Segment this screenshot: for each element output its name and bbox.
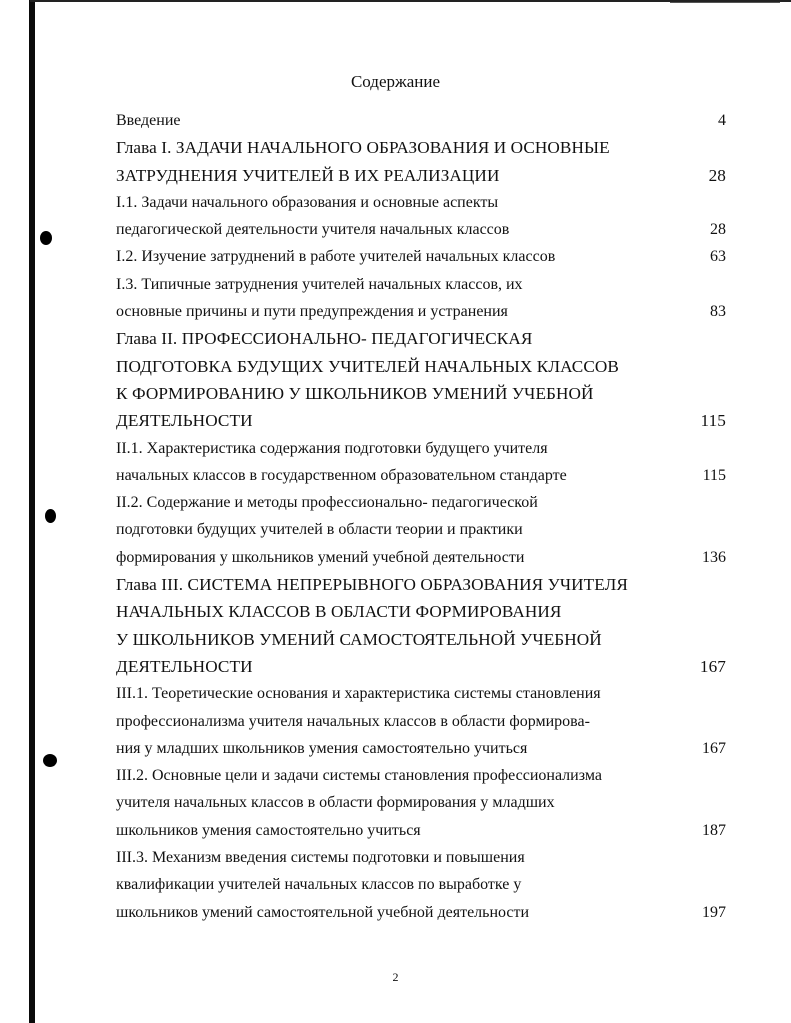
toc-entry-text: ния у младших школьников умения самостоятельно учиться — [116, 739, 528, 757]
toc-page-number: 136 — [702, 548, 726, 566]
toc-page-number: 28 — [710, 221, 726, 239]
toc-line — [116, 353, 726, 380]
toc-entry-text: III.2. Основные цели и задачи системы становления профессионализма — [116, 767, 602, 785]
toc-line — [116, 708, 726, 735]
toc-entry-text: Глава III. СИСТЕМА НЕПРЕРЫВНОГО ОБРАЗОВАНИЯ УЧИТЕЛЯ — [116, 575, 628, 595]
scan-border-top-fragment — [670, 2, 780, 3]
toc-page-number: 197 — [702, 903, 726, 921]
toc-line — [116, 325, 726, 352]
table-of-contents — [116, 107, 726, 926]
toc-line — [116, 871, 726, 898]
toc-entry-text: школьников умения самостоятельно учиться — [116, 821, 421, 839]
toc-entry-text: Введение — [116, 112, 181, 129]
toc-line — [116, 680, 726, 707]
toc-line — [116, 544, 726, 571]
toc-entry-text: подготовки будущих учителей в области теории и практики — [116, 521, 523, 539]
toc-entry-text: учителя начальных классов в области формирования у младших — [116, 794, 555, 812]
toc-entry-text: I.2. Изучение затруднений в работе учителей начальных классов — [116, 248, 556, 266]
toc-entry-text: школьников умений самостоятельной учебной деятельности — [116, 903, 530, 921]
toc-page-number: 28 — [708, 165, 726, 185]
toc-line — [116, 216, 726, 243]
toc-line — [116, 516, 726, 543]
toc-line — [116, 189, 726, 216]
toc-page-number: 83 — [710, 303, 726, 321]
toc-line — [116, 107, 726, 134]
toc-line — [116, 162, 726, 189]
toc-line — [116, 435, 726, 462]
toc-entry-text: педагогической деятельности учителя начальных классов — [116, 221, 510, 239]
toc-entry-text: начальных классов в государственном образовательном стандарте — [116, 466, 567, 484]
toc-page-number: 63 — [710, 248, 726, 266]
page-title: Содержание — [350, 72, 441, 91]
punch-hole-mark — [43, 754, 57, 767]
toc-line — [116, 817, 726, 844]
toc-line — [116, 653, 726, 680]
toc-entry-text: Глава II. ПРОФЕССИОНАЛЬНО- ПЕДАГОГИЧЕСКАЯ — [116, 329, 533, 349]
toc-page-number: 115 — [702, 466, 726, 484]
toc-entry-text: ДЕЯТЕЛЬНОСТИ — [116, 656, 253, 676]
toc-line — [116, 762, 726, 789]
toc-line — [116, 844, 726, 871]
toc-line — [116, 598, 726, 625]
punch-hole-mark — [40, 231, 52, 245]
toc-line — [116, 571, 726, 598]
toc-line — [116, 407, 726, 434]
toc-entry-text: формирования у школьников умений учебной деятельности — [116, 548, 525, 566]
toc-line — [116, 380, 726, 407]
toc-page-number: 167 — [699, 656, 726, 676]
toc-entry-text: II.2. Содержание и методы профессионально- педагогической — [116, 494, 538, 512]
toc-page-number: 167 — [702, 739, 726, 757]
toc-entry-text: I.1. Задачи начального образования и основные аспекты — [116, 193, 499, 211]
toc-line — [116, 462, 726, 489]
toc-line — [116, 134, 726, 161]
toc-entry-text: II.1. Характеристика содержания подготовки будущего учителя — [116, 439, 548, 457]
toc-line — [116, 298, 726, 325]
toc-entry-text: ДЕЯТЕЛЬНОСТИ — [116, 411, 253, 431]
toc-entry-text: Глава I. ЗАДАЧИ НАЧАЛЬНОГО ОБРАЗОВАНИЯ И ОСНОВНЫЕ — [116, 138, 610, 158]
toc-line — [116, 789, 726, 816]
toc-page-number: 4 — [718, 112, 726, 129]
toc-entry-text: III.1. Теоретические основания и характеристика системы становления — [116, 685, 601, 703]
toc-entry-text: ЗАТРУДНЕНИЯ УЧИТЕЛЕЙ В ИХ РЕАЛИЗАЦИИ — [116, 165, 500, 185]
toc-entry-text: ПОДГОТОВКА БУДУЩИХ УЧИТЕЛЕЙ НАЧАЛЬНЫХ КЛАССОВ — [116, 356, 619, 376]
toc-line — [116, 626, 726, 653]
toc-line — [116, 271, 726, 298]
toc-entry-text: основные причины и пути предупреждения и устранения — [116, 303, 508, 321]
toc-entry-text: НАЧАЛЬНЫХ КЛАССОВ В ОБЛАСТИ ФОРМИРОВАНИЯ — [116, 602, 562, 622]
scan-border-left — [29, 0, 35, 1023]
page-number: 2 — [392, 970, 399, 984]
toc-page-number: 115 — [700, 411, 726, 431]
toc-line — [116, 735, 726, 762]
toc-page-number: 187 — [702, 821, 726, 839]
toc-entry-text: III.3. Механизм введения системы подготовки и повышения — [116, 849, 525, 867]
punch-hole-mark — [45, 509, 56, 523]
toc-line — [116, 899, 726, 926]
toc-entry-text: У ШКОЛЬНИКОВ УМЕНИЙ САМОСТОЯТЕЛЬНОЙ УЧЕБНОЙ — [116, 629, 602, 649]
toc-entry-text: I.3. Типичные затруднения учителей начальных классов, их — [116, 275, 523, 293]
toc-entry-text: К ФОРМИРОВАНИЮ У ШКОЛЬНИКОВ УМЕНИЙ УЧЕБНОЙ — [116, 383, 594, 403]
toc-line — [116, 489, 726, 516]
toc-entry-text: профессионализма учителя начальных классов в области формирова- — [116, 712, 590, 730]
toc-line — [116, 243, 726, 270]
toc-entry-text: квалификации учителей начальных классов по выработке у — [116, 876, 522, 894]
